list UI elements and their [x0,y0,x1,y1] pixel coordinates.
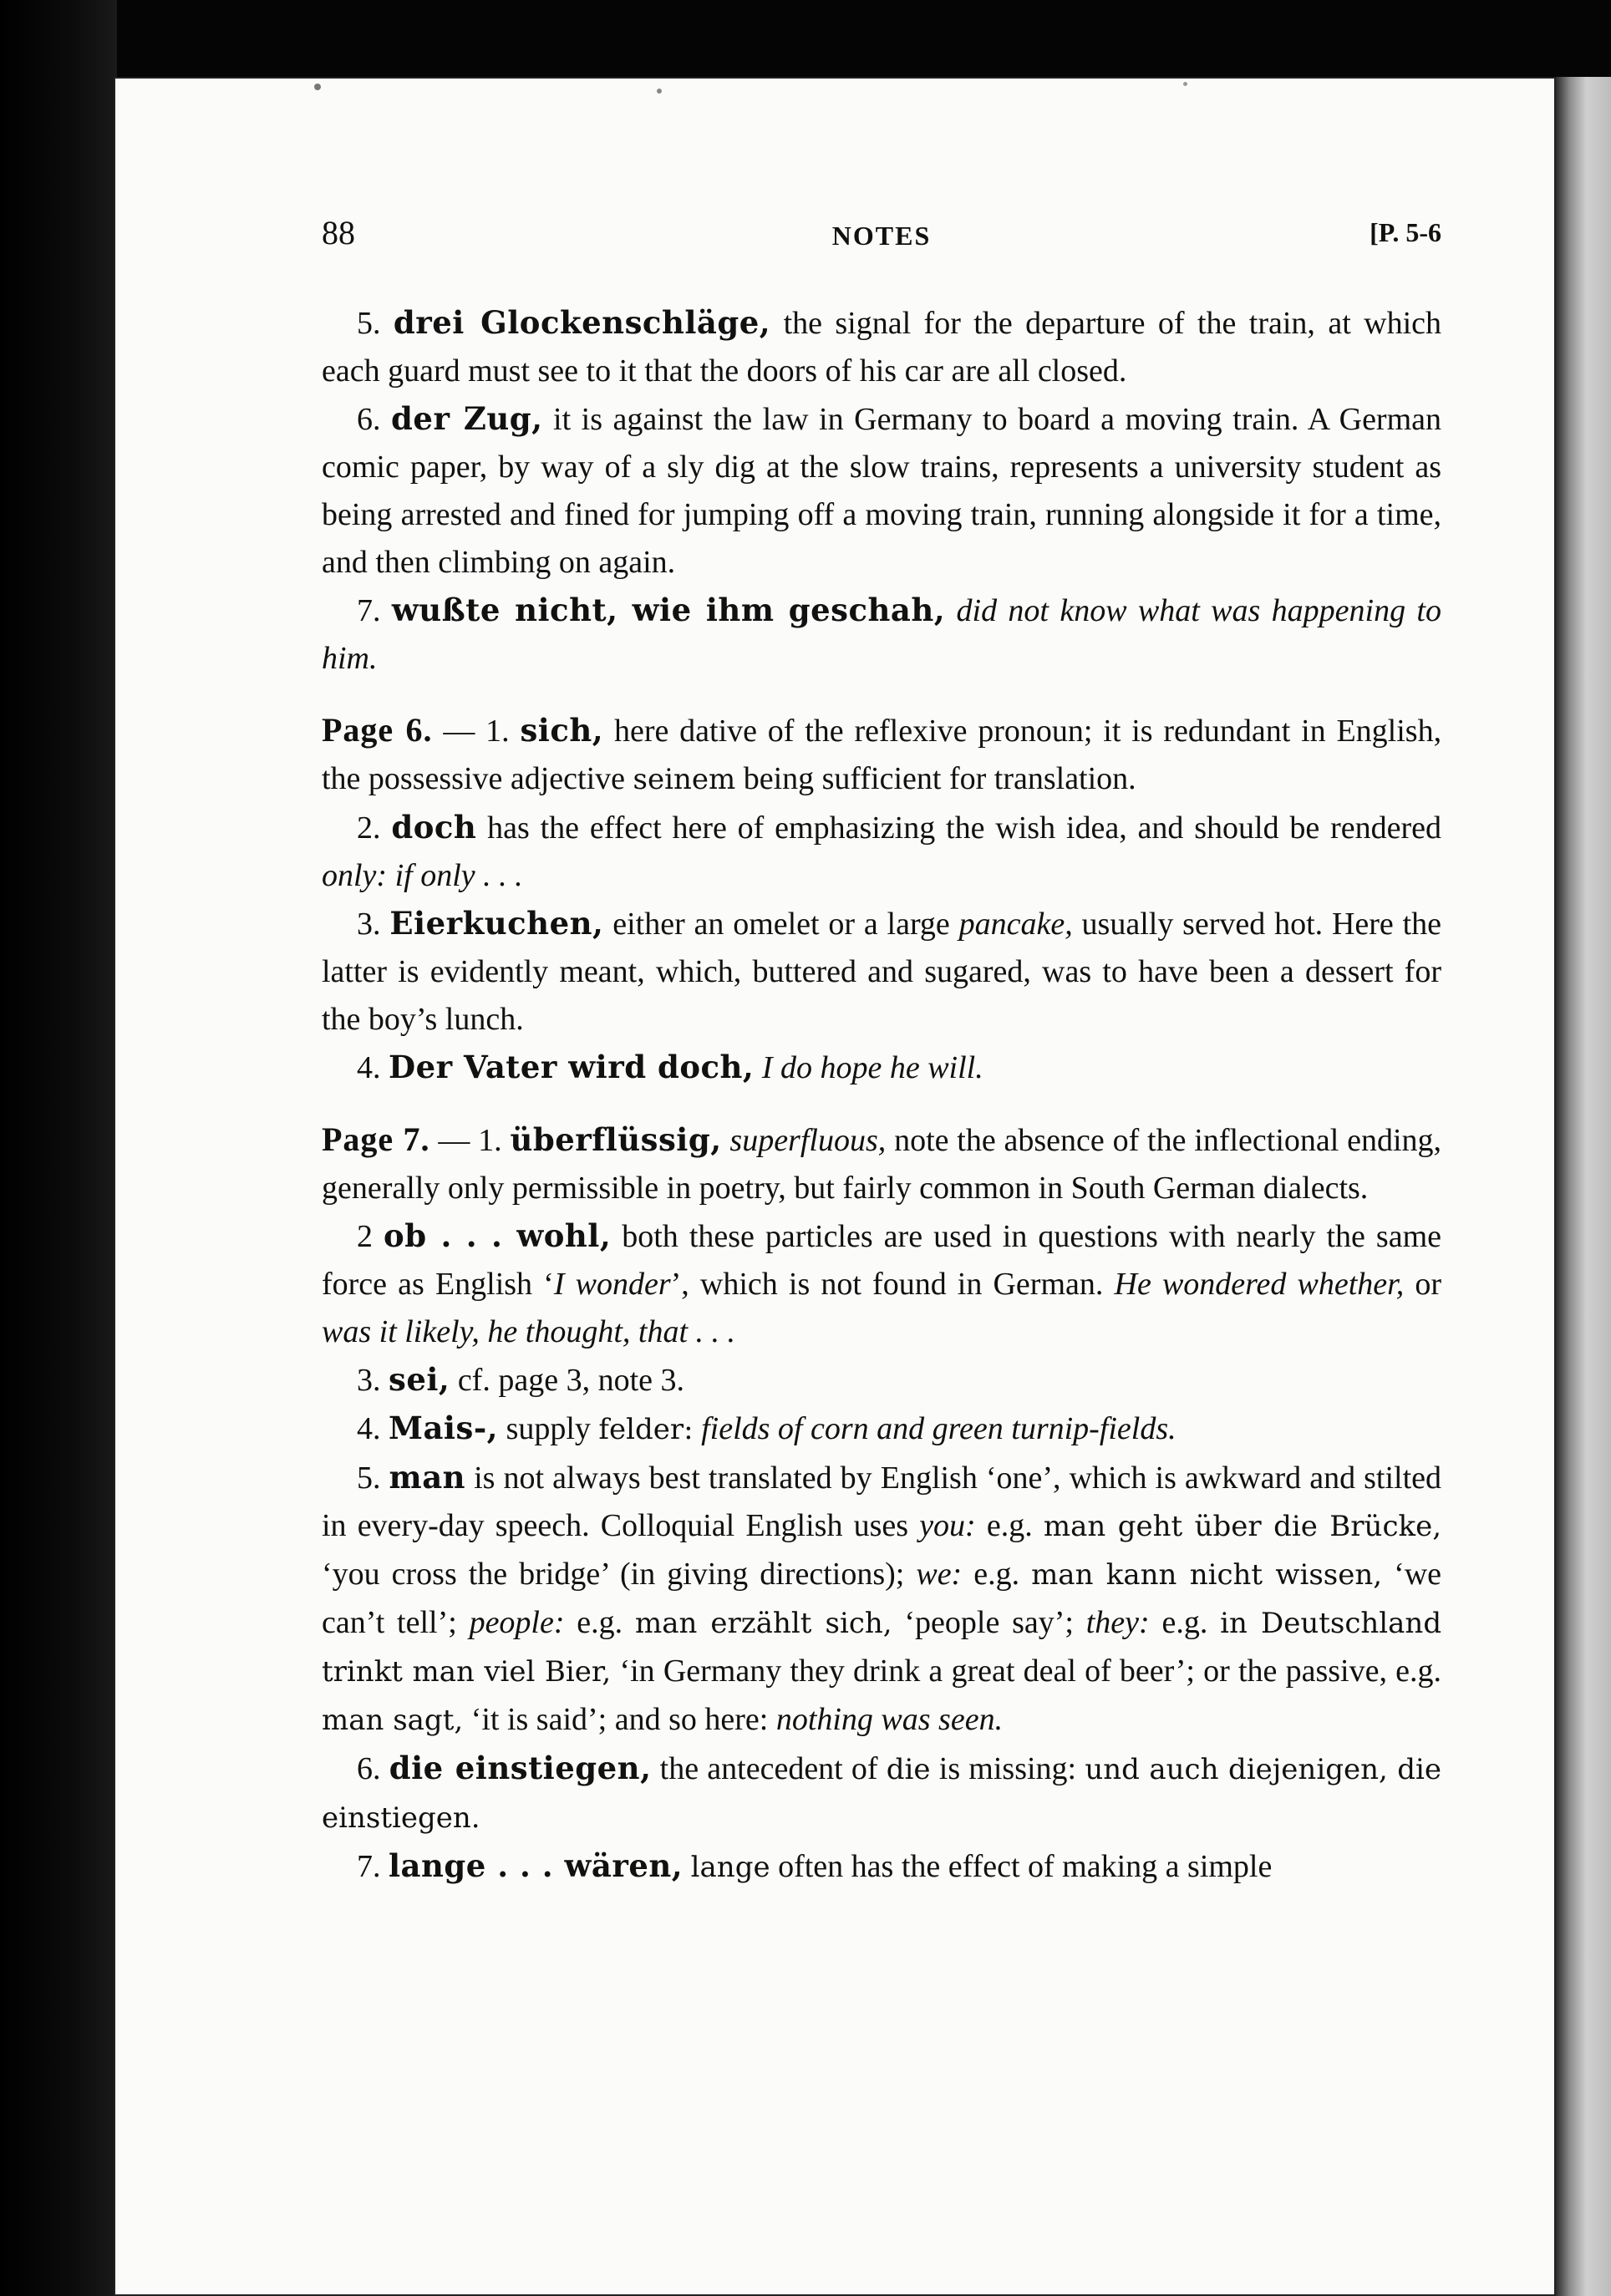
page-7-note-6: 6. die einstiegen, the antecedent of die is missing: und auch diejenigen, die einstiegen. [322,1750,1442,1835]
german-term: sich, [520,712,604,749]
german-term: lange . . . wären, [389,1847,684,1884]
page-7-note-1: Page 7. — 1. überflüssig, superfluous, note the absence of the inflectional ending, generally only permissible in poetry, but fairly common in South German dialects. [322,1120,1442,1206]
note-6: 6. der Zug, it is against the law in Germany to board a moving train. A German comic paper, by way of a sly dig at the slow trains, represents a university student as being arrested and fined for jumping off a moving train, running alongside it for a time, and then climbing on again. [322,400,1442,580]
page-number: 88 [322,214,355,251]
note-7: 7. wußte nicht, wie ihm geschah, did not know what was happening to him. [322,592,1441,676]
page-range: [P. 5-6 [1370,217,1441,247]
german-term: doch [391,809,477,846]
page-7-note-4: 4. Mais-, supply felder: fields of corn and green turnip-fields. [357,1410,1176,1446]
note-5: 5. drei Glockenschläge, the signal for the departure of the train, at which each guard must see to it that the doors of his car are all closed. [322,304,1442,389]
german-term: der Zug, [391,400,543,437]
page-heading: Page 6. [322,711,433,749]
scan-dark-margin [0,0,117,2296]
german-term: ob . . . wohl, [384,1217,612,1254]
page-7-note-2: 2 ob . . . wohl, both these particles are used in questions with nearly the same force as English ‘I wonder’, which is not found in German. He wondered whether, or was it likely, he thought, that . . . [322,1217,1442,1349]
german-term: man [389,1459,466,1496]
german-term: drei Glockenschläge, [393,304,771,341]
german-term: die einstiegen, [389,1750,652,1786]
german-term: Der Vater wird doch, [389,1049,755,1085]
page-6-note-3: 3. Eierkuchen, either an omelet or a large pancake, usually served hot. Here the latter is evidently meant, which, buttered and sugared, was to have been a dessert for the boy’s lunch. [322,905,1442,1037]
page-6-note-4: 4. Der Vater wird doch, I do hope he will. [357,1049,983,1085]
running-head [322,209,1441,267]
german-term: wußte nicht, wie ihm geschah, [391,592,946,628]
running-title: NOTES [831,221,932,251]
scan-page-edge [1556,77,1611,2296]
page-7-note-5: 5. man is not always best translated by English ‘one’, which is awkward and stilted in every-day speech. Colloquial English uses you: e.g. man geht über die Brücke, ‘you cross the bridge’ (in giving directions); we: e.g. man kann nicht wissen, ‘we can’t tell’; people: e.g. man erzählt sich, ‘people say’; they: e.g. in Deutschland trinkt man viel Bier, ‘in Germany they drink a great deal of beer’; or the passive, e.g. man sagt, ‘it is said’; and so here: nothing was seen. [322,1459,1442,1737]
page-7-note-3: 3. sei, cf. page 3, note 3. [357,1361,684,1398]
page-content [322,209,1441,1892]
page-7-note-7: 7. lange . . . wären, lange often has the effect of making a simple [357,1847,1273,1884]
german-term: überflüssig, [510,1121,722,1158]
page-6-note-2: 2. doch has the effect here of emphasizing the wish idea, and should be rendered only: if only . . . [322,809,1441,893]
german-term: sei, [389,1361,450,1398]
german-term: Mais-, [389,1410,499,1446]
page-heading: Page 7. [322,1120,430,1158]
page-6-note-1: Page 6. — 1. sich, here dative of the reflexive pronoun; it is redundant in English, the possessive adjective seinem being sufficient for translation. [322,711,1442,796]
german-term: Eierkuchen, [389,905,604,942]
